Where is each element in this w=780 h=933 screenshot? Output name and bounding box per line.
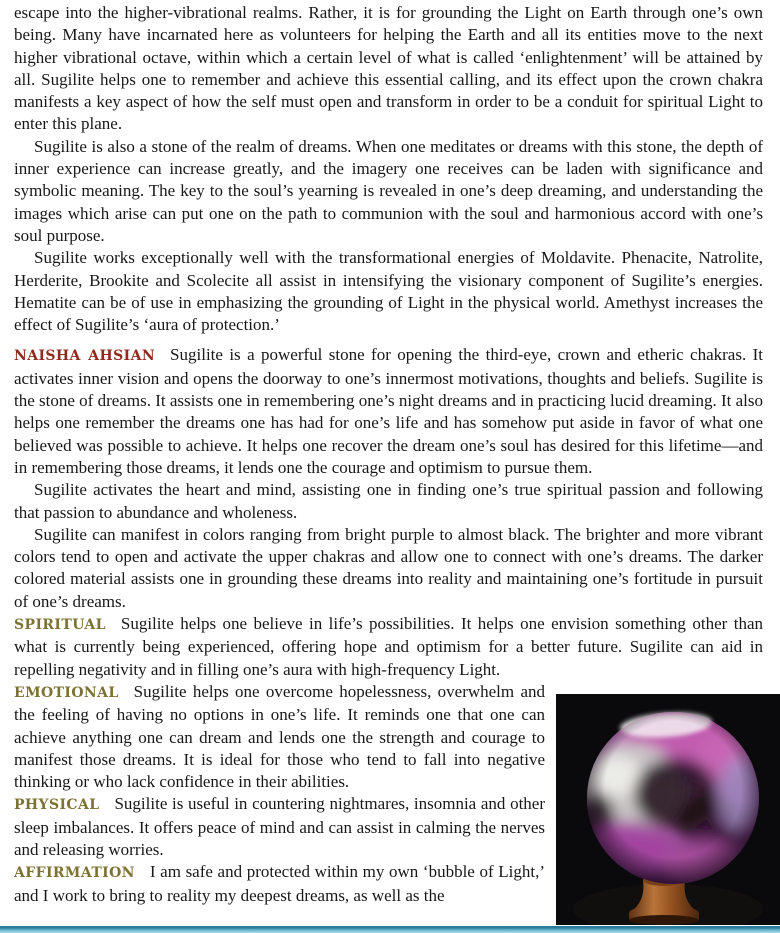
section-heading-spiritual: SPIRITUAL	[14, 617, 106, 634]
physical-text: Sugilite is useful in countering nightmares, insomnia and other sleep imbalances. It offers peace of mind and can assist in calming the nerves and releasing worries.	[14, 794, 545, 859]
naisha-ahsian-text: Sugilite is a powerful stone for opening the third-eye, crown and etheric chakras. It activates inner vision and opens the doorway to one’s innermost motivations, thoughts and beliefs. Sugilite is the stone of dreams. It assists one in remembering one’s night dreams and in practicing lucid dreaming. It also helps one remember the dreams one has had for one’s life and has somehow put aside in favor of what one believed was possible to achieve. It helps one recover the dream one’s soul has desired for this lifetime—and in remembering those dreams, it lends one the courage and optimism to pursue them.	[14, 345, 764, 477]
page-edge-bar	[0, 926, 780, 933]
section-spiritual	[14, 613, 763, 681]
paragraph-dreams: Sugilite is also a stone of the realm of dreams. When one meditates or dreams with this stone, the depth of inner experience can increase greatly, and the imagery one receives can be laden with significance and symbolic meaning. The key to the soul’s yearning is revealed in one’s deep dreaming, and understanding the images which arise can put one on the path to communion with the soul and harmonious accord with one’s soul purpose.	[14, 136, 763, 245]
section-heading-emotional: EMOTIONAL	[14, 684, 119, 701]
section-naisha-ahsian	[14, 344, 763, 479]
paragraph-color-range: Sugilite can manifest in colors ranging from bright purple to almost black. The brighter and more vibrant colors tend to open and activate the upper chakras and allow one to connect with one’s dreams. The darker colored material assists one in grounding these dreams into reality and maintaining one’s fortitude in pursuit of one’s dreams.	[14, 524, 763, 611]
section-heading-affirmation: AFFIRMATION	[14, 865, 135, 882]
sugilite-sphere-photo	[556, 694, 780, 925]
spiritual-text-after-photo: Sugilite can aid in repelling negativity and in filling one’s aura with high-frequency Light.	[14, 637, 763, 679]
sugilite-sphere-illustration	[556, 694, 780, 925]
affirmation-text: I am safe and protected within my own ‘bubble of Light,’ and I work to bring to reality my deepest dreams, as well as the	[14, 862, 545, 905]
spiritual-text-before-photo: Sugilite helps one believe in life’s possibilities. It helps one envision something other than what is currently being experienced, offering hope and optimism for a better future.	[14, 614, 763, 657]
paragraph-stone-combinations: Sugilite works exceptionally well with the transformational energies of Moldavite. Phenacite, Natrolite, Herderite, Brookite and Scolecite all assist in intensifying the visionary component of Sugilite’s energies. Hematite can be of use in emphasizing the grounding of Light in the physical world. Amethyst increases the effect of Sugilite’s ‘aura of protection.’	[14, 248, 763, 335]
author-heading-naisha-ahsian: NAISHA AHSIAN	[14, 348, 156, 365]
emotional-text: Sugilite helps one overcome hopelessness, overwhelm and the feeling of having no options in one’s life. It reminds one that one can achieve anything one can dream and lends one the strength and courage to manifest those dreams. It is ideal for those who tend to fall into negative thinking or who lack confidence in their abilities.	[14, 681, 545, 792]
paragraph-grounding: escape into the higher-vibrational realms. Rather, it is for grounding the Light on Earth through one’s own being. Many have incarnated here as volunteers for helping the Earth and all its entities move to the next higher vibrational octave, within which a certain level of what is called ‘enlightenment’ will be attained by all. Sugilite helps one to remember and achieve this essential calling, and its effect upon the crown chakra manifests a key aspect of how the self must open and transform in order to be a conduit for spiritual Light to enter this plane.	[14, 3, 763, 134]
paragraph-heart-mind: Sugilite activates the heart and mind, assisting one in finding one’s true spiritual passion and following that passion to abundance and wholeness.	[14, 480, 763, 522]
section-heading-physical: PHYSICAL	[14, 797, 100, 814]
